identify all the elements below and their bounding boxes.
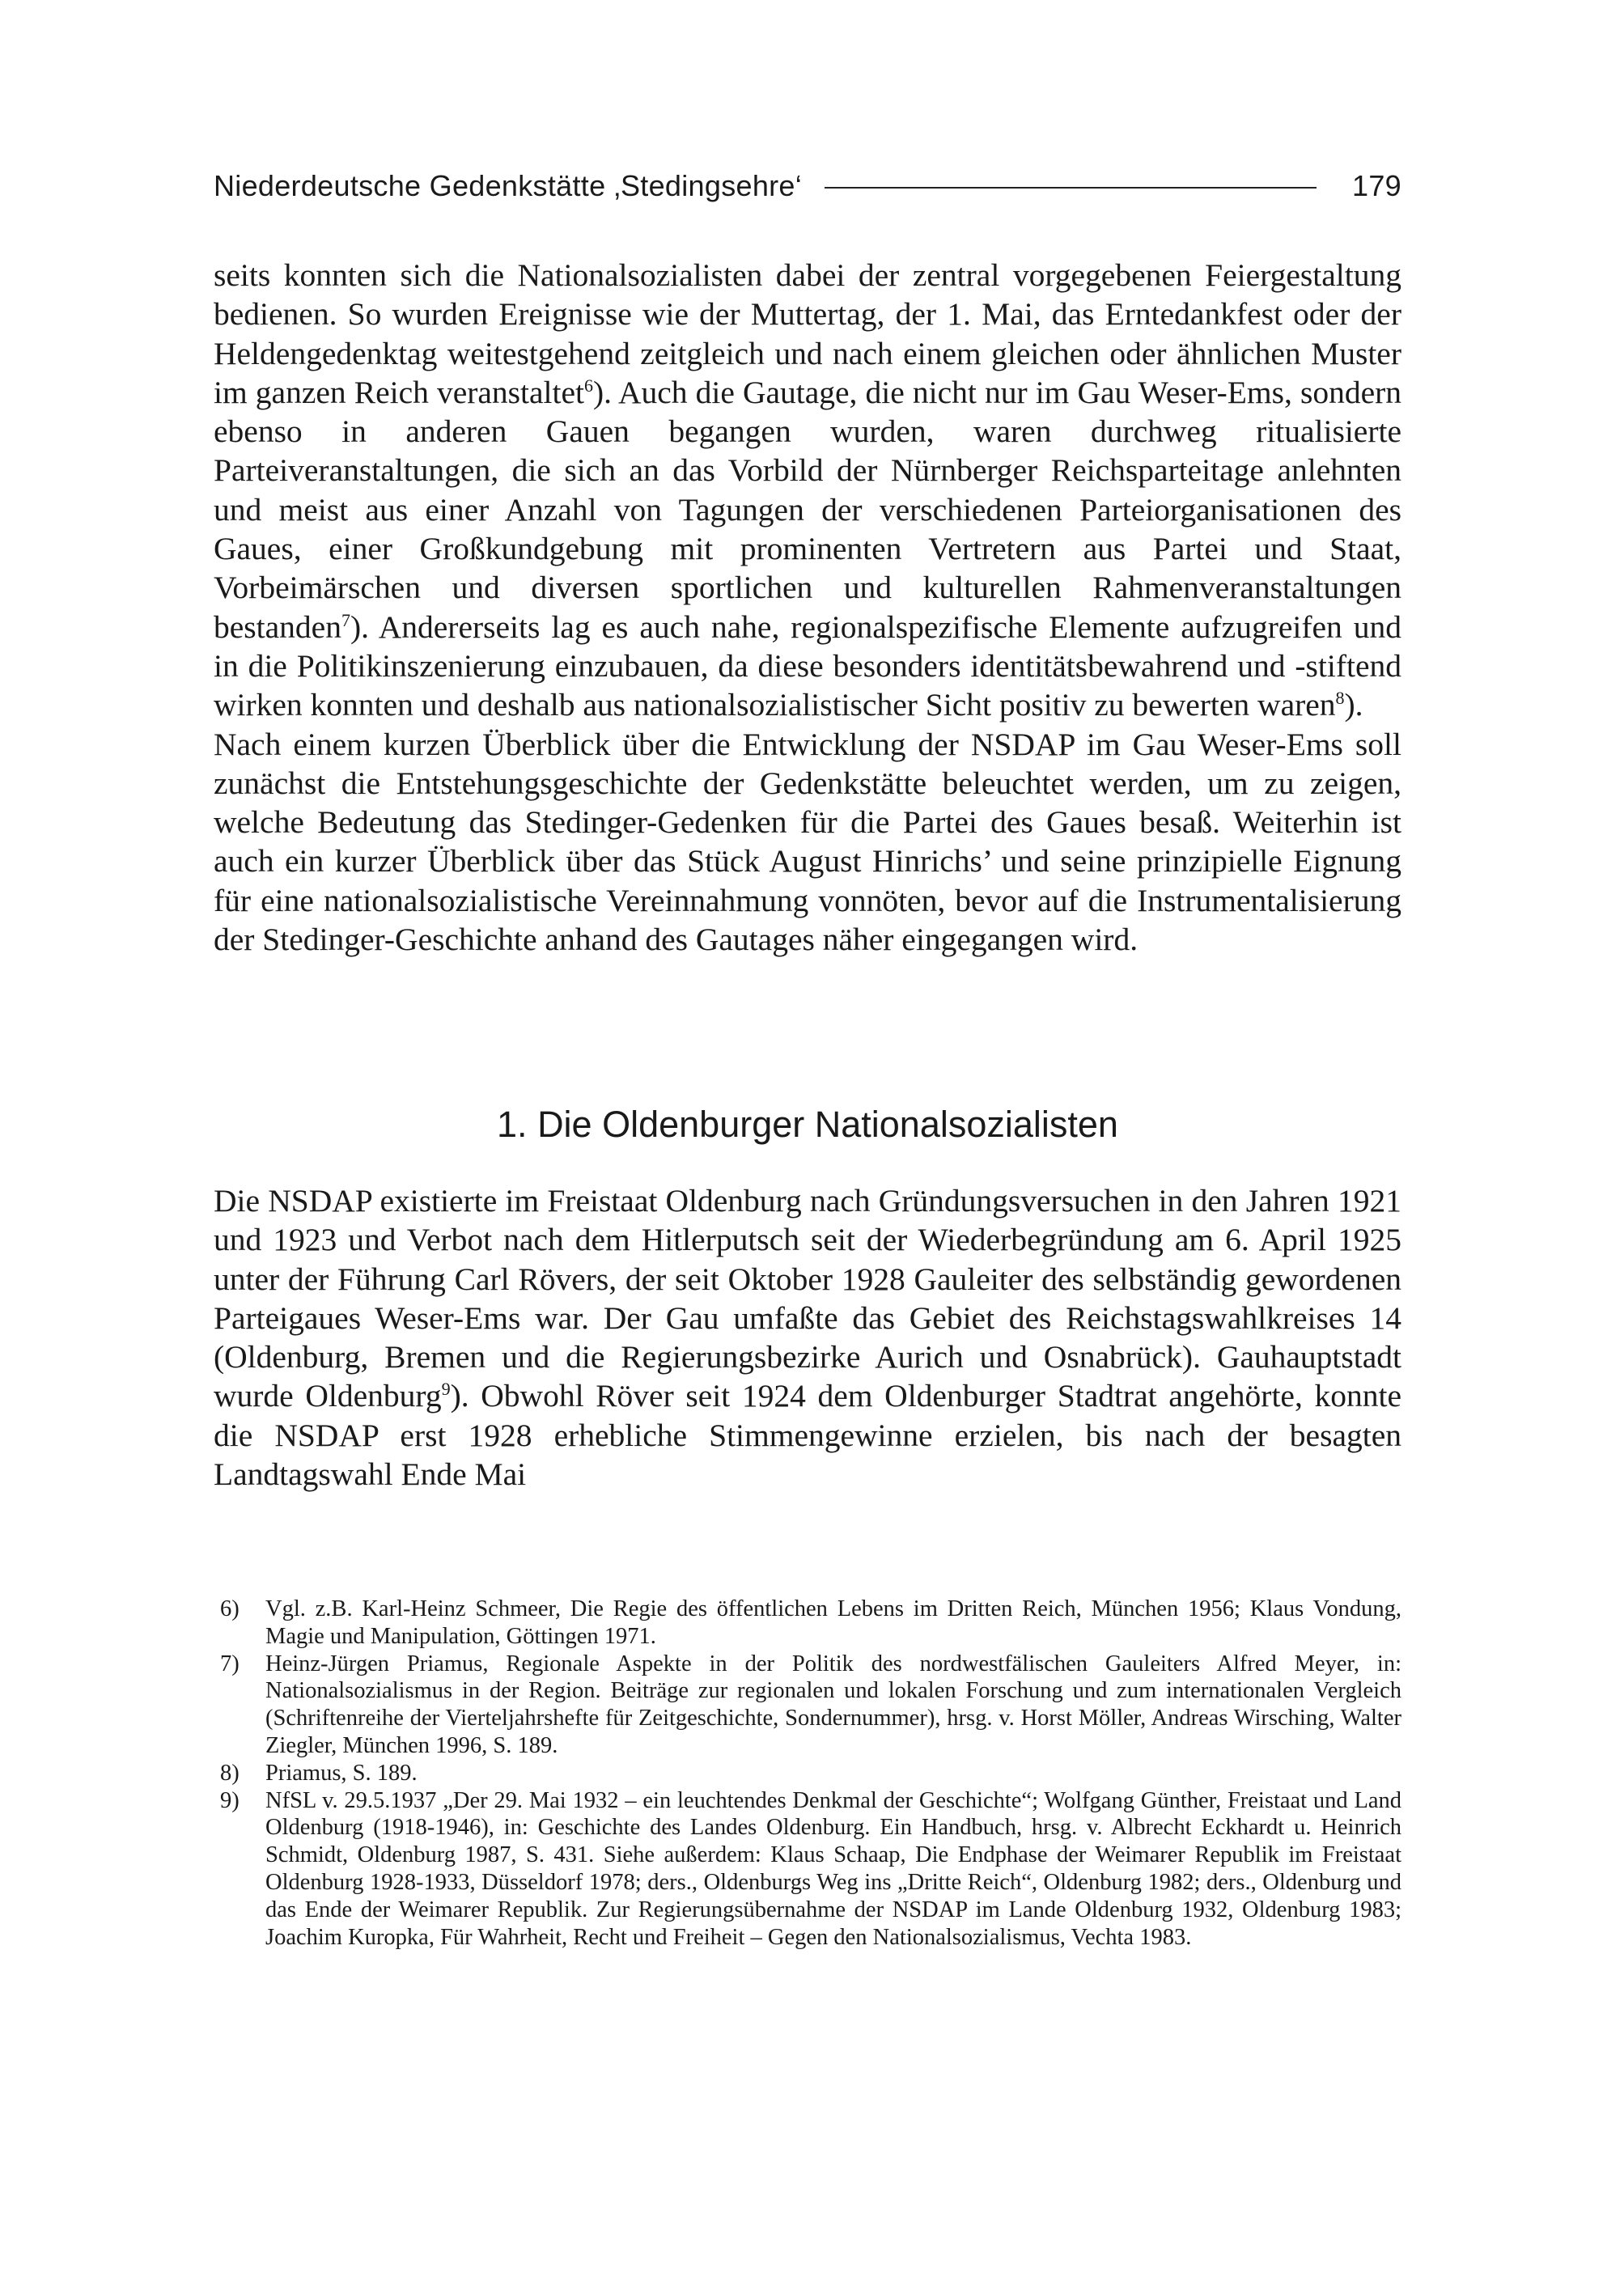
paragraph-text: seits konnten sich die Nationalsozialisten dabei der zentral vorgegebenen Feiergestaltung bedienen. So wurden Ereignisse wie der Muttertag, der 1. Mai, das Erntedankfest oder der Heldengedenktag weitestgehend zeitgleich und nach einem gleichen oder ähnlichen Muster im ganzen Reich veranstaltet: [214, 257, 1401, 410]
footnote: [214, 1760, 1401, 1787]
footnote-ref: 9: [441, 1379, 451, 1400]
paragraph: Nach einem kurzen Überblick über die Entwicklung der NSDAP im Gau Weser-Ems soll zunächst die Entstehungsgeschichte der Gedenkstätte beleuchtet werden, um zu zeigen, welche Bedeutung das Stedinger-Gedenken für die Partei des Gaues besaß. Weiterhin ist auch ein kurzer Überblick über das Stück August Hinrichs’ und seine prinzipielle Eignung für eine nationalsozialistische Vereinnahmung vonnöten, bevor auf die Instrumentalisierung der Stedinger-Geschichte anhand des Gautages näher eingegangen wird.: [214, 726, 1401, 958]
page-number: 179: [1352, 169, 1401, 202]
body-text-section: [214, 1181, 1401, 1494]
footnote-ref: 6: [584, 375, 594, 396]
footnote-ref: 8: [1335, 688, 1345, 709]
paragraph-text: ). Auch die Gautage, die nicht nur im Gau Weser-Ems, sondern ebenso in anderen Gauen begangen wurden, waren durchweg ritualisierte Parteiveranstaltungen, die sich an das Vorbild der Nürnberger Reichsparteitage anlehnten und meist aus einer Anzahl von Tagungen der verschiedenen Parteiorganisationen des Gaues, einer Großkundgebung mit prominenten Vertretern aus Partei und Staat, Vorbeimärschen und diversen sportlichen und kulturellen Rahmenveranstaltungen bestanden: [214, 374, 1401, 645]
footnote: [214, 1596, 1401, 1651]
paragraph: [214, 1181, 1401, 1494]
footnote-text: Heinz-Jürgen Priamus, Regionale Aspekte in der Politik des nordwestfälischen Gauleiters Alfred Meyer, in: Nationalsozialismus in der Region. Beiträge zur regionalen und lokalen Forschung und zum internationalen Vergleich (Schriftenreihe der Vierteljahrshefte für Zeitgeschichte, Sondernummer), hrsg. v. Horst Möller, Andreas Wirsching, Walter Ziegler, München 1996, S. 189.: [265, 1651, 1401, 1758]
header-rule: [825, 187, 1317, 189]
footnote-number: 8): [220, 1760, 240, 1786]
section-heading: 1. Die Oldenburger Nationalsozialisten: [497, 1104, 1118, 1145]
running-header-title: Niederdeutsche Gedenkstätte ‚Stedingsehre‘: [214, 169, 803, 202]
paragraph: [214, 256, 1401, 725]
footnote-number: 9): [220, 1787, 240, 1813]
footnote-number: 6): [220, 1596, 240, 1621]
paragraph-text: Die NSDAP existierte im Freistaat Oldenburg nach Gründungsversuchen in den Jahren 1921 und 1923 und Verbot nach dem Hitlerputsch seit der Wiederbegründung am 6. April 1925 unter der Führung Carl Rövers, der seit Oktober 1928 Gauleiter des selbständig gewordenen Parteigaues Weser-Ems war. Der Gau umfaßte das Gebiet des Reichstagswahlkreises 14 (Oldenburg, Bremen und die Regierungsbezirke Aurich und Osnabrück). Gauhauptstadt wurde Oldenburg: [214, 1183, 1401, 1414]
footnote-ref: 7: [341, 609, 350, 630]
footnote-text: NfSL v. 29.5.1937 „Der 29. Mai 1932 – ein leuchtendes Denkmal der Geschichte“; Wolfgang Günther, Freistaat und Land Oldenburg (1918-1946), in: Geschichte des Landes Oldenburg. Ein Handbuch, hrsg. v. Albrecht Eckhardt u. Heinrich Schmidt, Oldenburg 1987, S. 431. Siehe außerdem: Klaus Schaap, Die Endphase der Weimarer Republik im Freistaat Oldenburg 1928-1933, Düsseldorf 1978; ders., Oldenburgs Weg ins „Dritte Reich“, Oldenburg 1982; ders., Oldenburg und das Ende der Weimarer Republik. Zur Regierungsübernahme der NSDAP im Lande Oldenburg 1932, Oldenburg 1983; Joachim Kuropka, Für Wahrheit, Recht und Freiheit – Gegen den Nationalsozialismus, Vechta 1983.: [265, 1787, 1401, 1950]
footnotes: [214, 1596, 1401, 1951]
footnote-text: Vgl. z.B. Karl-Heinz Schmeer, Die Regie des öffentlichen Lebens im Dritten Reich, München 1956; Klaus Vondung, Magie und Manipulation, Göttingen 1971.: [265, 1596, 1401, 1649]
footnote: [214, 1651, 1401, 1760]
paragraph-text: ). Andererseits lag es auch nahe, regionalspezifische Elemente aufzugreifen und in die Politikinszenierung einzubauen, da diese besonders identitätsbewahrend und -stiftend wirken konnten und deshalb aus nationalsozialistischer Sicht positiv zu bewerten waren: [214, 608, 1401, 723]
footnote-number: 7): [220, 1651, 240, 1676]
footnote-text: Priamus, S. 189.: [265, 1760, 418, 1786]
paragraph-text: ).: [1344, 687, 1363, 723]
running-header: [214, 165, 1401, 207]
paragraph-text: ). Obwohl Röver seit 1924 dem Oldenburger Stadtrat angehörte, konnte die NSDAP erst 1928 erhebliche Stimmengewinne erzielen, bis nach der besagten Landtagswahl Ende Mai: [214, 1378, 1401, 1493]
body-text-intro: [214, 256, 1401, 959]
footnote: [214, 1787, 1401, 1952]
